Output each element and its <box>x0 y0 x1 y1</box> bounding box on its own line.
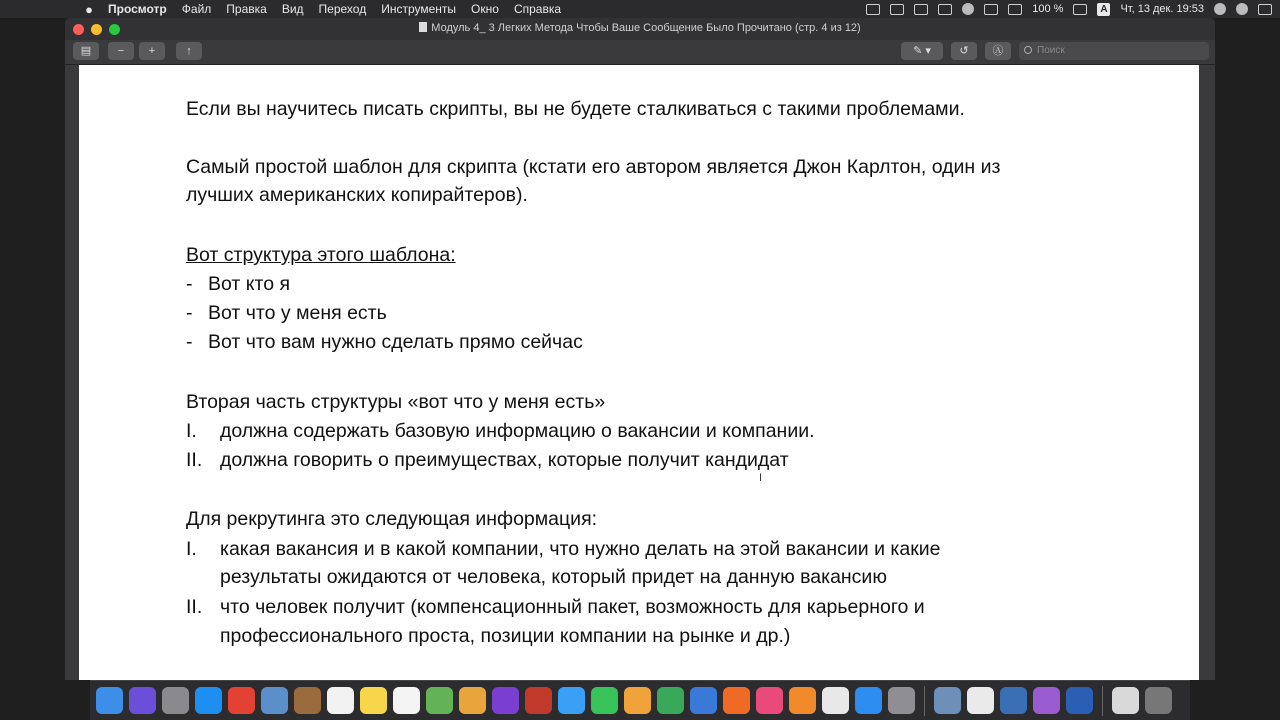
menu-edit[interactable]: Правка <box>226 2 267 16</box>
facetime-icon[interactable] <box>591 687 618 714</box>
battery-percent[interactable]: 100 % <box>1032 3 1064 15</box>
numbers-icon[interactable] <box>657 687 684 714</box>
list-item-text: должна говорить о преимуществах, которые получит кандидат <box>220 449 789 471</box>
dropbox-icon[interactable] <box>914 4 928 15</box>
display-icon[interactable] <box>938 4 952 15</box>
search-icon <box>1024 46 1032 54</box>
dock-separator <box>924 686 925 716</box>
menu-file[interactable]: Файл <box>181 2 212 16</box>
second-part-heading: Вторая часть структуры «вот что у меня есть» <box>186 391 606 413</box>
photobooth-icon[interactable] <box>525 687 552 714</box>
dock-separator <box>1102 686 1103 716</box>
paragraph-template-line2: лучших американских копирайтеров). <box>186 184 528 206</box>
preview-icon[interactable] <box>261 687 288 714</box>
screenflow-icon[interactable] <box>1033 687 1060 714</box>
paragraph-scripts: Если вы научитесь писать скрипты, вы не будете сталкиваться с такими проблемами. <box>186 98 965 120</box>
system-preferences-icon[interactable] <box>888 687 915 714</box>
roman-marker: II. <box>186 596 203 618</box>
recruiting-heading: Для рекрутинга это следующая информация: <box>186 508 598 530</box>
notes-icon[interactable] <box>360 687 387 714</box>
notefile-icon[interactable] <box>294 687 321 714</box>
bluetooth-icon[interactable] <box>984 4 998 15</box>
list-item-text: что человек получит (компенсационный пакет, возможность для карьерного и <box>220 596 925 618</box>
disk-icon[interactable] <box>1000 687 1027 714</box>
keynote-icon[interactable] <box>690 687 717 714</box>
menu-help[interactable]: Справка <box>513 2 562 16</box>
zoom-in-button[interactable]: + <box>139 42 165 60</box>
preview-window <box>65 18 1215 680</box>
maps-icon[interactable] <box>426 687 453 714</box>
siri-menu-icon[interactable] <box>1236 3 1248 15</box>
word-icon[interactable] <box>1066 687 1093 714</box>
list-item-text: какая вакансия и в какой компании, что нужно делать на этой вакансии и какие <box>220 538 941 560</box>
menu-bar <box>0 0 1280 18</box>
list-item-text: профессионального проста, позиции компании на рынке и др.) <box>220 625 791 647</box>
trash-icon[interactable] <box>1145 687 1172 714</box>
finder-icon[interactable] <box>96 687 123 714</box>
menu-go[interactable]: Переход <box>318 2 367 16</box>
list-dash: - <box>186 302 193 324</box>
launchpad-icon[interactable] <box>162 687 189 714</box>
firefox-icon[interactable] <box>723 687 750 714</box>
image-capture-icon[interactable] <box>934 687 961 714</box>
title-bar <box>65 18 1215 40</box>
reminders-icon[interactable] <box>393 687 420 714</box>
search-placeholder: Поиск <box>1037 45 1065 56</box>
menu-window[interactable]: Окно <box>471 2 499 16</box>
window-title-text: Модуль 4_ 3 Легких Метода Чтобы Ваше Сообщение Было Прочитано (стр. 4 из 12) <box>431 22 861 34</box>
markup-toolbar-button[interactable]: Ⓐ <box>985 42 1011 60</box>
chrome-icon[interactable] <box>228 687 255 714</box>
sidebar-toggle-button[interactable]: ▤ <box>73 42 99 60</box>
menu-view[interactable]: Вид <box>281 2 304 16</box>
list-item-text: должна содержать базовую информацию о вакансии и компании. <box>220 420 815 442</box>
books-icon[interactable] <box>789 687 816 714</box>
notification-center-icon[interactable] <box>1258 4 1272 15</box>
appstore-icon[interactable] <box>855 687 882 714</box>
markup-pen-button[interactable]: ✎ ▾ <box>901 42 943 60</box>
paragraph-template-line1: Самый простой шаблон для скрипта (кстати его автором является Джон Карлтон, один из <box>186 156 1001 178</box>
list-dash: - <box>186 273 193 295</box>
list-dash: - <box>186 331 193 353</box>
spotlight-icon[interactable] <box>1214 3 1226 15</box>
screen-record-icon[interactable] <box>866 4 880 15</box>
documents-folder-icon[interactable] <box>1112 687 1139 714</box>
list-item-text: Вот кто я <box>208 273 291 295</box>
textedit-icon[interactable] <box>967 687 994 714</box>
list-item-text: Вот что вам нужно сделать прямо сейчас <box>208 331 583 353</box>
roman-marker: II. <box>186 449 203 471</box>
menu-tools[interactable]: Инструменты <box>381 2 457 16</box>
status-area <box>866 0 1272 18</box>
apple-menu-icon[interactable]: ● <box>85 1 93 17</box>
photos-icon[interactable] <box>459 687 486 714</box>
structure-heading: Вот структура этого шаблона: <box>186 244 456 266</box>
app-menu[interactable]: Просмотр <box>108 2 167 16</box>
feedly-icon[interactable] <box>822 687 849 714</box>
text-cursor-icon: I <box>759 472 763 484</box>
share-button[interactable]: ↑ <box>176 42 202 60</box>
zoom-out-button[interactable]: − <box>108 42 134 60</box>
sync-icon[interactable] <box>962 3 974 15</box>
itunes-icon[interactable] <box>756 687 783 714</box>
list-item-text: результаты ожидаются от человека, который придет на данную вакансию <box>220 566 887 588</box>
roman-marker: I. <box>186 420 197 442</box>
pen-icon[interactable] <box>890 4 904 15</box>
pages-icon[interactable] <box>624 687 651 714</box>
siri-icon[interactable] <box>129 687 156 714</box>
roman-marker: I. <box>186 538 197 560</box>
rotate-button[interactable]: ↺ <box>951 42 977 60</box>
dock <box>90 680 1190 720</box>
battery-icon[interactable] <box>1073 4 1087 15</box>
imovie-icon[interactable] <box>492 687 519 714</box>
messages-icon[interactable] <box>558 687 585 714</box>
window-title <box>65 22 1215 34</box>
document-icon <box>419 22 427 32</box>
wifi-icon[interactable] <box>1008 4 1022 15</box>
calendar-icon[interactable] <box>327 687 354 714</box>
document-page <box>79 65 1199 680</box>
toolbar <box>65 40 1215 65</box>
safari-icon[interactable] <box>195 687 222 714</box>
input-source-indicator[interactable]: A <box>1097 3 1110 16</box>
search-field[interactable] <box>1019 42 1209 60</box>
list-item-text: Вот что у меня есть <box>208 302 387 324</box>
clock[interactable]: Чт, 13 дек. 19:53 <box>1120 3 1204 15</box>
